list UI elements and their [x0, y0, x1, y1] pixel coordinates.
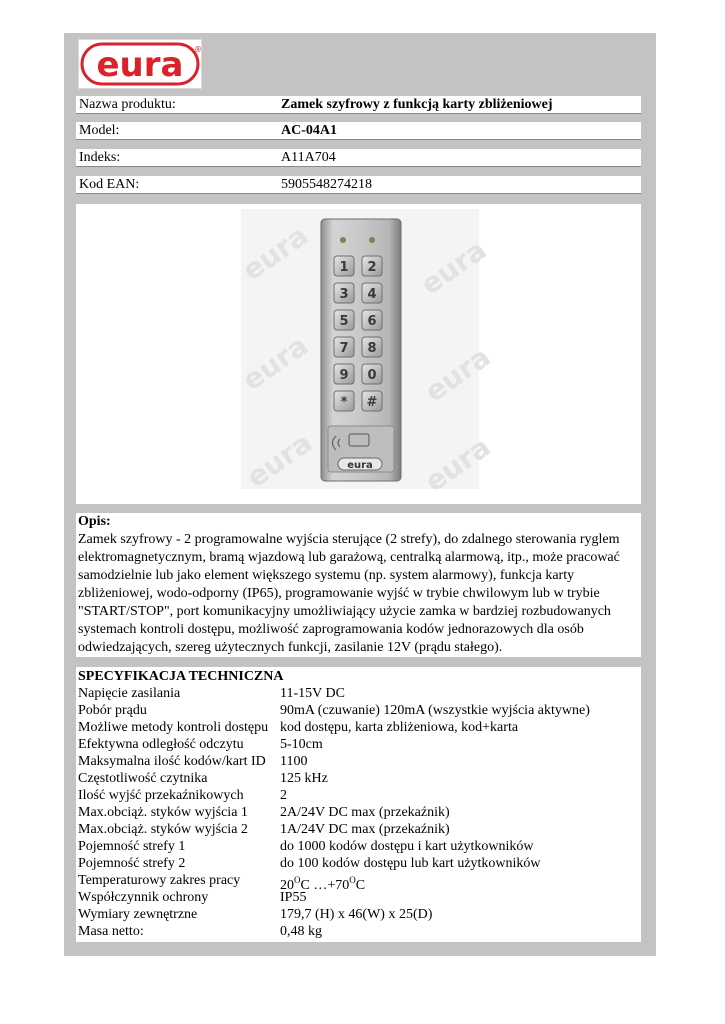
info-row-model — [76, 122, 641, 140]
spec-value: 2A/24V DC max (przekaźnik) — [280, 805, 450, 820]
info-label: Nazwa produktu: — [79, 97, 176, 112]
spec-label: Max.obciąż. styków wyjścia 2 — [78, 822, 248, 837]
spec-label: Temperaturowy zakres pracy — [78, 873, 241, 888]
spec-row — [76, 906, 641, 923]
spec-value: 0,48 kg — [280, 924, 322, 939]
description-title: Opis: — [78, 514, 111, 529]
spec-label: Pojemność strefy 2 — [78, 856, 186, 871]
key-3 — [334, 283, 354, 303]
watermark-text: eura — [418, 340, 497, 409]
spec-value: 90mA (czuwanie) 120mA (wszystkie wyjścia aktywne) — [280, 703, 590, 718]
watermark-text: eura — [418, 430, 497, 499]
watermark-text: eura — [236, 328, 315, 397]
description-line: zbliżeniowej, wodo-odporny (IP65), programowanie wyjść w trybie chwilowym lub w trybie — [78, 586, 600, 601]
key-label: 2 — [367, 260, 377, 275]
key-label: # — [366, 395, 378, 410]
watermark-text: eura — [240, 425, 319, 495]
spec-label: Wymiary zewnętrzne — [78, 907, 198, 922]
description-line: samodzielnie lub jako element większego systemu (np. system alarmowy), funkcja karty — [78, 568, 575, 583]
product-photo — [76, 204, 641, 504]
info-row-name — [76, 96, 641, 114]
key-label: * — [340, 395, 348, 410]
spec-label: Napięcie zasilania — [78, 686, 181, 701]
registered-mark: ® — [194, 45, 202, 54]
key-6 — [362, 310, 382, 330]
info-value: Zamek szyfrowy z funkcją karty zbliżeniowej — [281, 97, 553, 112]
spec-row — [76, 702, 641, 719]
info-label: Kod EAN: — [79, 177, 140, 192]
key-label: 5 — [339, 314, 349, 329]
keypad-image — [76, 204, 641, 504]
logo-text: eura — [96, 45, 184, 85]
key-5 — [334, 310, 354, 330]
spec-label: Maksymalna ilość kodów/kart ID — [78, 754, 266, 769]
product-sheet — [64, 33, 656, 956]
spec-value: 125 kHz — [280, 771, 328, 786]
info-label: Model: — [79, 123, 120, 138]
spec-row — [76, 821, 641, 838]
spec-label: Współczynnik ochrony — [78, 890, 209, 905]
spec-value: do 1000 kodów dostępu i kart użytkowników — [280, 839, 534, 854]
key-label: 6 — [367, 314, 377, 329]
info-value: A11A704 — [281, 150, 336, 165]
watermark-text: eura — [414, 233, 493, 302]
key-label: 3 — [339, 287, 349, 302]
spec-label: Pojemność strefy 1 — [78, 839, 186, 854]
key-star — [334, 391, 354, 411]
key-0 — [362, 364, 382, 384]
specification-section — [76, 667, 641, 942]
spec-value: do 100 kodów dostępu lub kart użytkowników — [280, 856, 541, 871]
spec-label: Częstotliwość czytnika — [78, 771, 208, 786]
key-7 — [334, 337, 354, 357]
info-value: AC-04A1 — [281, 123, 337, 138]
description-line: "START/STOP", port komunikacyjny umożliwiający użycie zamka w bardziej rozbudowanych — [78, 604, 611, 619]
spec-row — [76, 753, 641, 770]
description-text — [78, 531, 638, 657]
spec-row — [76, 872, 641, 893]
eura-logo — [78, 39, 202, 89]
spec-row — [76, 838, 641, 855]
spec-label: Efektywna odległość odczytu — [78, 737, 244, 752]
spec-value: 179,7 (H) x 46(W) x 25(D) — [280, 907, 433, 922]
spec-row — [76, 855, 641, 872]
spec-row — [76, 923, 641, 940]
watermark-text: eura — [236, 218, 315, 287]
key-1 — [334, 256, 354, 276]
spec-label: Ilość wyjść przekaźnikowych — [78, 788, 244, 803]
spec-value: kod dostępu, karta zbliżeniowa, kod+karta — [280, 720, 519, 735]
spec-value: IP55 — [280, 890, 307, 905]
spec-label: Max.obciąż. styków wyjścia 1 — [78, 805, 248, 820]
plate-logo: eura — [347, 460, 373, 471]
key-2 — [362, 256, 382, 276]
key-4 — [362, 283, 382, 303]
led-indicator — [340, 237, 346, 243]
spec-value: 1100 — [280, 754, 308, 769]
key-label: 9 — [339, 368, 349, 383]
description-line: systemach kontroli dostępu, możliwość zaprogramowania kodów jednorazowych dla osób — [78, 622, 584, 637]
description-section — [76, 513, 641, 657]
specification-title: SPECYFIKACJA TECHNICZNA — [78, 669, 284, 684]
key-label: 8 — [367, 341, 377, 356]
spec-row — [76, 804, 641, 821]
description-line: Zamek szyfrowy - 2 programowalne wyjścia sterujące (2 strefy), do zdalnego sterowania ryglem — [78, 532, 620, 547]
spec-value: 5-10cm — [280, 737, 323, 752]
spec-row — [76, 889, 641, 906]
spec-row — [76, 787, 641, 804]
info-value: 5905548274218 — [281, 177, 372, 192]
spec-row — [76, 770, 641, 787]
spec-label: Pobór prądu — [78, 703, 147, 718]
key-label: 1 — [339, 260, 349, 275]
spec-row — [76, 685, 641, 702]
key-8 — [362, 337, 382, 357]
spec-label: Możliwe metody kontroli dostępu — [78, 720, 269, 735]
key-label: 4 — [367, 287, 377, 302]
eura-logo-graphic — [79, 40, 201, 88]
key-label: 0 — [367, 368, 377, 383]
spec-value: 11-15V DC — [280, 686, 345, 701]
description-line: elektromagnetycznym, bramą wjazdową lub garażową, centralką alarmową, itp., może pracować — [78, 550, 620, 565]
spec-value: 1A/24V DC max (przekaźnik) — [280, 822, 450, 837]
led-indicator — [369, 237, 375, 243]
info-row-ean — [76, 176, 641, 194]
info-row-index — [76, 149, 641, 167]
spec-value-temperature: $20^OC$ $\dots+70^OC$ — [280, 875, 366, 893]
spec-row — [76, 719, 641, 736]
spec-row — [76, 736, 641, 753]
key-label: 7 — [339, 341, 349, 356]
spec-value: 2 — [280, 788, 287, 803]
info-label: Indeks: — [79, 150, 121, 165]
description-line: odwiedzających, szereg użytecznych funkcji, zasilanie 12V (prądu stałego). — [78, 640, 503, 655]
key-9 — [334, 364, 354, 384]
spec-label: Masa netto: — [78, 924, 144, 939]
key-hash — [362, 391, 382, 411]
